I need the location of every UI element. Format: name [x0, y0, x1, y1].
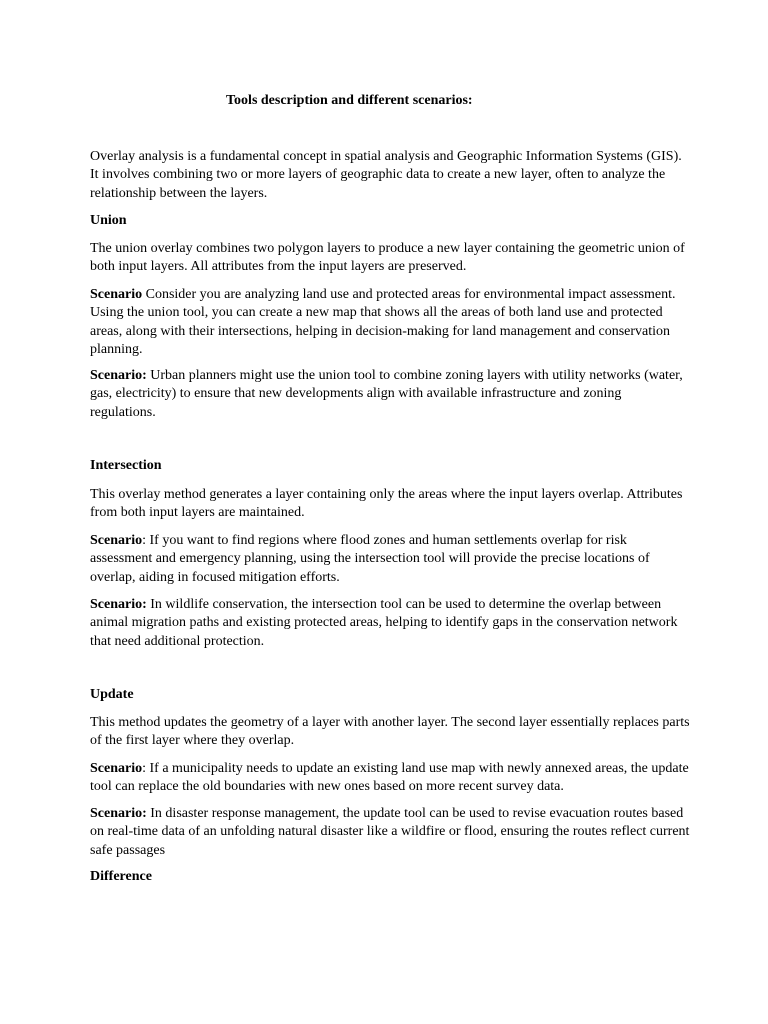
scenario-text: Urban planners might use the union tool to combine zoning layers with utility networks (water, gas, electricity) to ensure that new developments align with available infrastructure and zoning regulations.: [90, 368, 683, 420]
scenario-text: Consider you are analyzing land use and protected areas for environmental impact assessment. Using the union tool, you can create a new map that shows all the areas of both land use and protected areas, along with their intersections, helping in decision-making for land management and conservation planning.: [90, 287, 676, 357]
intro-paragraph: Overlay analysis is a fundamental concept in spatial analysis and Geographic Information Systems (GIS). It involves combining two or more layers of geographic data to create a new layer, often to analyze the relationship between the layers.: [90, 149, 682, 201]
update-description: This method updates the geometry of a layer with another layer. The second layer essentially replaces parts of the first layer where they overlap.: [90, 715, 690, 749]
scenario-label: Scenario:: [90, 806, 147, 821]
union-scenario-1: [90, 286, 690, 359]
difference-heading: Difference: [90, 869, 152, 884]
scenario-text: In disaster response management, the update tool can be used to revise evacuation routes based on real-time data of an unfolding natural disaster like a wildfire or flood, ensuring the routes reflect current safe passages: [90, 806, 690, 858]
intersection-description: This overlay method generates a layer containing only the areas where the input layers overlap. Attributes from both input layers are maintained.: [90, 487, 683, 521]
scenario-label: Scenario: [90, 287, 143, 302]
union-description: The union overlay combines two polygon layers to produce a new layer containing the geometric union of both input layers. All attributes from the input layers are preserved.: [90, 241, 685, 275]
scenario-text: : If you want to find regions where flood zones and human settlements overlap for risk assessment and emergency planning, using the intersection tool will provide the precise locations of overlap, aiding in focused mitigation efforts.: [90, 533, 650, 585]
intersection-heading: Intersection: [90, 458, 162, 473]
document-title: Tools description and different scenarios:: [226, 93, 473, 108]
intersection-scenario-1: [90, 532, 690, 587]
union-scenario-2: [90, 367, 690, 422]
union-heading: Union: [90, 213, 127, 228]
scenario-text: : If a municipality needs to update an existing land use map with newly annexed areas, the update tool can replace the old boundaries with new ones based on more recent survey data.: [90, 761, 689, 795]
scenario-label: Scenario: [90, 533, 143, 548]
scenario-label: Scenario:: [90, 368, 147, 383]
update-heading: Update: [90, 687, 134, 702]
scenario-text: In wildlife conservation, the intersection tool can be used to determine the overlap between animal migration paths and existing protected areas, helping to identify gaps in the conservation network that need additional protection.: [90, 597, 678, 649]
intersection-scenario-2: [90, 596, 690, 651]
update-scenario-2: [90, 805, 690, 860]
update-scenario-1: [90, 760, 690, 797]
scenario-label: Scenario:: [90, 597, 147, 612]
scenario-label: Scenario: [90, 761, 143, 776]
